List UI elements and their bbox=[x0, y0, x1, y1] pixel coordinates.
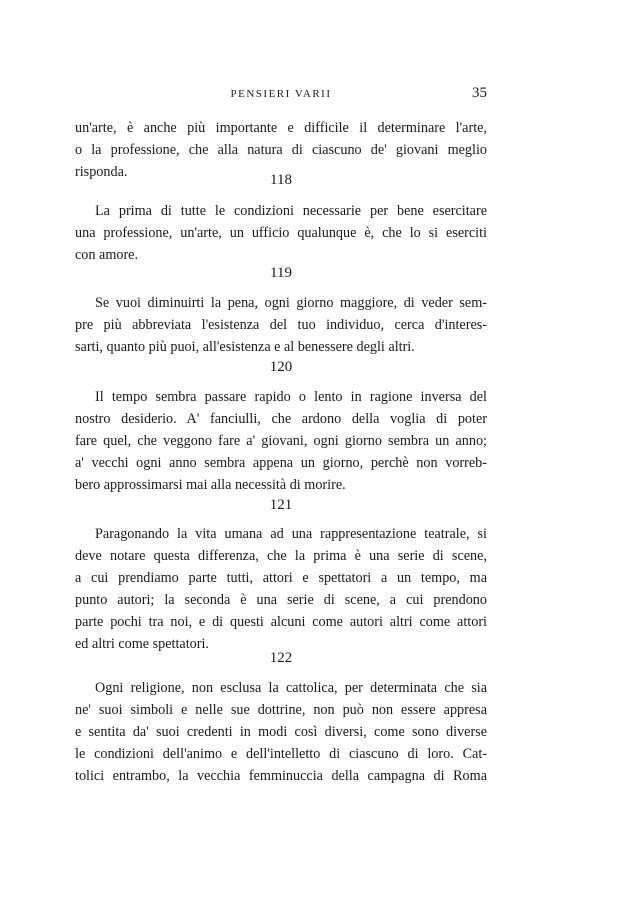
text-line: pre più abbreviata l'esistenza del tuo individuo, cerca d'interes- bbox=[75, 317, 487, 333]
text-line: le condizioni dell'animo e dell'intelletto di ciascuno di loro. Cat- bbox=[75, 746, 487, 762]
text-line: e sentita da' suoi credenti in modi così diversi, come sono diverse bbox=[75, 724, 487, 740]
text-line: con amore. bbox=[75, 247, 139, 263]
page-number: 35 bbox=[472, 85, 487, 101]
text-line: nostro desiderio. A' fanciulli, che ardono della voglia di poter bbox=[75, 411, 487, 427]
text-line: punto autori; la seconda è una serie di scene, a cui prendono bbox=[75, 592, 487, 608]
text-line: Se vuoi diminuirti la pena, ogni giorno maggiore, di veder sem- bbox=[95, 295, 487, 311]
text-line: tolici entrambo, la vecchia femminuccia della campagna di Roma bbox=[75, 768, 487, 784]
section-number: 119 bbox=[270, 265, 292, 281]
text-line: o la professione, che alla natura di ciascuno de' giovani meglio bbox=[75, 142, 487, 158]
text-line: Paragonando la vita umana ad una rappresentazione teatrale, si bbox=[95, 526, 487, 542]
text-line: fare quel, che veggono fare a' giovani, ogni giorno sembra un anno; bbox=[75, 433, 487, 449]
section-number: 118 bbox=[270, 172, 292, 188]
text-line: deve notare questa differenza, che la prima è una serie di scene, bbox=[75, 548, 487, 564]
section-number: 122 bbox=[269, 650, 293, 666]
text-line: a cui prendiamo parte tutti, attori e spettatori a un tempo, ma bbox=[75, 570, 487, 586]
text-line: ne' suoi simboli e nelle sue dottrine, non può non essere appresa bbox=[75, 702, 487, 718]
text-line: a' vecchi ogni anno sembra appena un giorno, perchè non vorreb- bbox=[75, 455, 487, 471]
text-line: Ogni religione, non esclusa la cattolica, per determinata che sia bbox=[95, 680, 487, 696]
running-title: PENSIERI VARII bbox=[230, 88, 332, 100]
text-line: La prima di tutte le condizioni necessarie per bene esercitare bbox=[95, 203, 487, 219]
text-line: un'arte, è anche più importante e difficile il determinare l'arte, bbox=[75, 120, 487, 136]
section-number: 120 bbox=[269, 359, 293, 375]
page-header bbox=[75, 85, 487, 110]
text-line: sarti, quanto più puoi, all'esistenza e al benessere degli altri. bbox=[75, 339, 415, 355]
text-line: Il tempo sembra passare rapido o lento in ragione inversa del bbox=[95, 389, 487, 405]
text-line: ed altri come spettatori. bbox=[75, 636, 209, 652]
text-line: parte pochi tra noi, e di questi alcuni come autori altri come attori bbox=[75, 614, 487, 630]
section-number: 121 bbox=[269, 497, 293, 513]
text-line: risponda. bbox=[75, 164, 128, 180]
text-line: una professione, un'arte, un ufficio qualunque è, che lo si eserciti bbox=[75, 225, 487, 241]
text-line: bero approssimarsi mai alla necessità di morire. bbox=[75, 477, 346, 493]
